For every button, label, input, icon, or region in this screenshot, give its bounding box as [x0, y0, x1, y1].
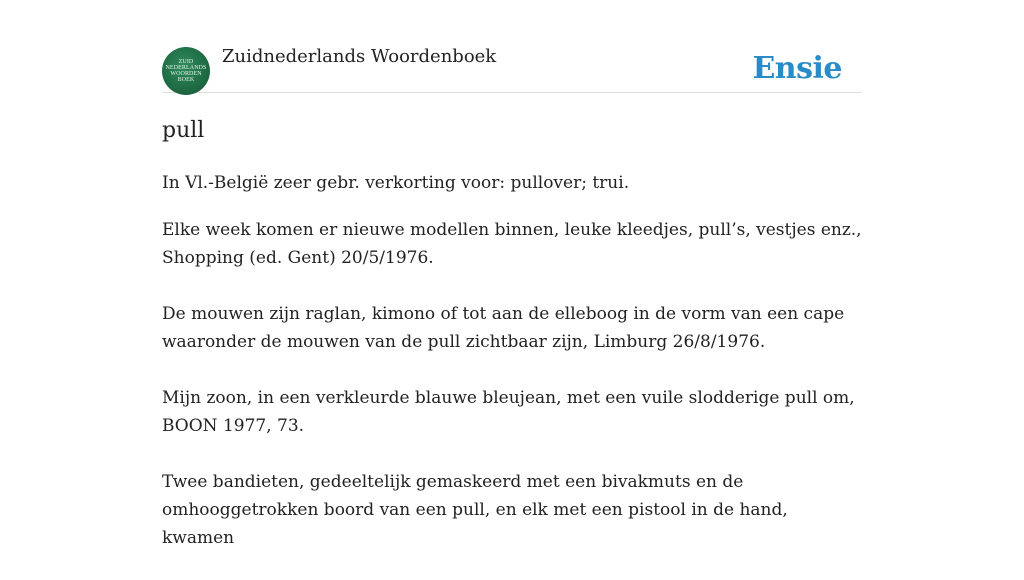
ensie-brand-link[interactable]: Ensie [752, 51, 842, 86]
citation: Elke week komen er nieuwe modellen binnen, leuke kleedjes, pull’s, vestjes enz., Shopping (ed. Gent) 20/5/1976. [162, 220, 862, 268]
logo-line: WOORDEN [170, 71, 202, 77]
dictionary-logo-icon[interactable] [162, 47, 210, 95]
logo-line: ZUID [178, 59, 194, 65]
header [162, 0, 862, 93]
dictionary-name-link[interactable]: Zuidnederlands Woordenboek [222, 46, 497, 67]
entry-content [162, 169, 862, 552]
logo-line: NEDERLANDS [165, 65, 207, 71]
page [162, 0, 862, 580]
logo-line: BOEK [177, 77, 195, 83]
citation: Twee bandieten, gedeeltelijk gemaskeerd met een bivakmuts en de omhooggetrokken boord van een pull, en elk met een pistool in de hand, kwamen [162, 472, 788, 548]
citation: De mouwen zijn raglan, kimono of tot aan de elleboog in de vorm van een cape waaronder de mouwen van de pull zichtbaar zijn, Limburg 26/8/1976. [162, 304, 845, 352]
headword: pull [162, 118, 205, 143]
citation: Mijn zoon, in een verkleurde blauwe bleujean, met een vuile slodderige pull om, BOON 1977, 73. [162, 388, 855, 436]
definition: In Vl.-België zeer gebr. verkorting voor: pullover; trui. [162, 173, 630, 193]
